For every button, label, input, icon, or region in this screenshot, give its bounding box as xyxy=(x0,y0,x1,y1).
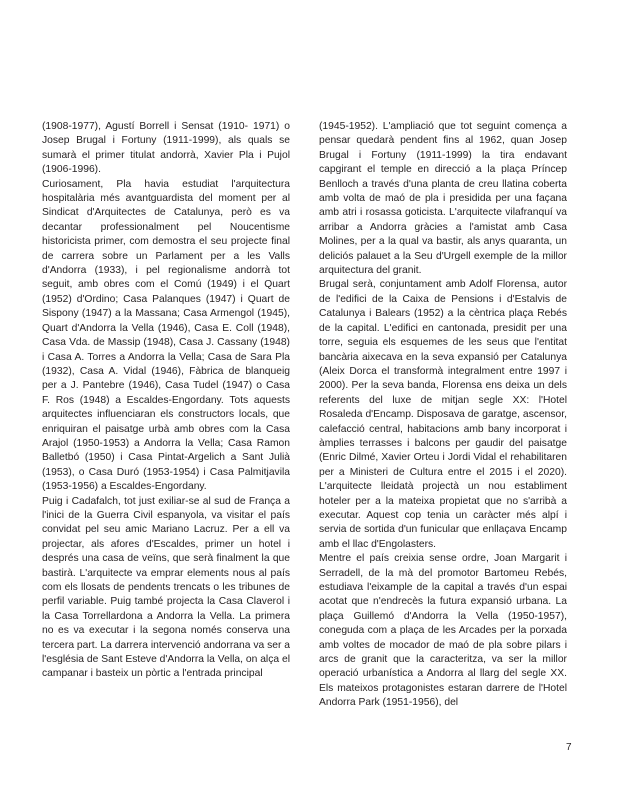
paragraph: Brugal serà, conjuntament amb Adolf Florensa, autor de l'edifici de la Caixa de Pensions i d'Estalvis de Catalunya i Balears (1952) a la cèntrica plaça Rebés de la capital. L'edifici en cantonada, presidit per una torre, seguia els esquemes de les seus que l'entitat bancària aixecava en la seva expansió per Catalunya (Aleix Dorca el transformà integralment entre 1997 i 2000). Per la seva banda, Florensa ens deixa un dels referents del luxe de mitjan segle XX: l'Hotel Rosaleda d'Encamp. Disposava de garatge, ascensor, calefacció central, habitacions amb bany incorporat i àmplies terrasses i balcons per gaudir del paisatge (Enric Dilmé, Xavier Orteu i Jordi Vidal el rehabilitaren per a Ministeri de Cultura entre el 2015 i el 2020). L'arquitecte lleidatà projectà un nou establiment hoteler per a la mateixa propietat que no s'arribà a executar. Aquest cop tenia un caràcter més alpí i servia de sortida d'un funicular que enllaçava Encamp amb el llac d'Engolasters. xyxy=(319,279,567,550)
paragraph: Curiosament, Pla havia estudiat l'arquitectura hospitalària més avantguardista del moment per al Sindicat d'Arquitectes de Catalunya, però es va decantar professionalment pel Noucentisme historicista primer, com demostra el seu projecte final de carrera sobre un Parlament per a les Valls d'Andorra (1933), i pel regionalisme andorrà tot seguit, amb obres com el Comú (1949) i el Quart (1952) d'Ordino; Casa Palanques (1947) i Quart de Sispony (1947) a la Massana; Casa Armengol (1945), Quart d'Andorra la Vella (1946), Casa E. Coll (1948), Casa Vda. de Massip (1948), Casa J. Cassany (1948) i Casa A. Torres a Andorra la Vella; Casa de Sara Pla (1932), Casa A. Vidal (1946), Fàbrica de blanqueig per a J. Pantebre (1946), Casa Tudel (1947) o Casa F. Ros (1948) a Escaldes-Engordany. Tots aquests arquitectes influenciaran els constructors locals, que enriquiran el paisatge urbà amb obres com la Casa Arajol (1950-1953) a Andorra la Vella; Casa Ramon Balletbó (1950) i Casa Pintat-Argelich a Sant Julià (1953), o Casa Duró (1953-1954) i Casa Palmitjavila (1953-1956) a Escaldes-Engordany. xyxy=(42,178,290,493)
paragraph: Mentre el país creixia sense ordre, Joan Margarit i Serradell, de la mà del promotor Bartomeu Rebés, estudiava l'eixample de la capital a través d'un espai acotat que n'endrecès la futura expansió urbana. La plaça Guillemó d'Andorra la Vella (1950-1957), coneguda com a plaça de les Arcades per la porxada amb voltes de mocador de maó de pla sobre pilars i arcs de granit que la caracteritza, va ser la millor operació urbanística a Andorra al llarg del segle XX. Els mateixos protagonistes estaran darrere de l'Hotel Andorra Park (1951-1956), del xyxy=(319,553,567,709)
page-number: 7 xyxy=(566,742,572,753)
right-column xyxy=(319,120,567,711)
paragraph: Puig i Cadafalch, tot just exiliar-se al sud de França a l'inici de la Guerra Civil espanyola, va visitar el país convidat pel seu amic Mariano Lacruz. Per a ell va projectar, als afores d'Escaldes, primer un hotel i després una casa de veïns, que serà finalment la que bastirà. L'arquitecte va emprar elements nous al país com els llosats de pendents trencats o les tribunes de perfil variable. Puig també projecta la Casa Claverol i la Casa Torrellardona a Andorra la Vella. La primera no es va executar i la segona només conserva una tercera part. La darrera intervenció andorrana va ser a l'església de Sant Esteve d'Andorra la Vella, on alça el campanar i basteix un pòrtic a l'entrada principal xyxy=(42,495,290,680)
left-column xyxy=(42,120,290,682)
paragraph: (1945-1952). L'ampliació que tot seguint comença a pensar quedarà pendent fins al 1962, quan Josep Brugal i Fortuny (1911-1999) la tira endavant capgirant el temple en direcció a la plaça Príncep Benlloch a través d'una planta de creu llatina coberta amb volta de maó de pla i presidida per una façana amb atri i rosassa goticista. L'arquitecte vilafranquí va arribar a Andorra gràcies a l'amistat amb Casa Molines, per a la qual va bastir, als anys quaranta, un deliciós palauet a la Seu d'Urgell exemple de la millor arquitectura del granit. xyxy=(319,121,567,277)
paragraph: (1908-1977), Agustí Borrell i Sensat (1910- 1971) o Josep Brugal i Fortuny (1911-1999), als quals se sumarà el primer titulat andorrà, Xavier Pla i Pujol (1906-1996). xyxy=(42,121,290,176)
